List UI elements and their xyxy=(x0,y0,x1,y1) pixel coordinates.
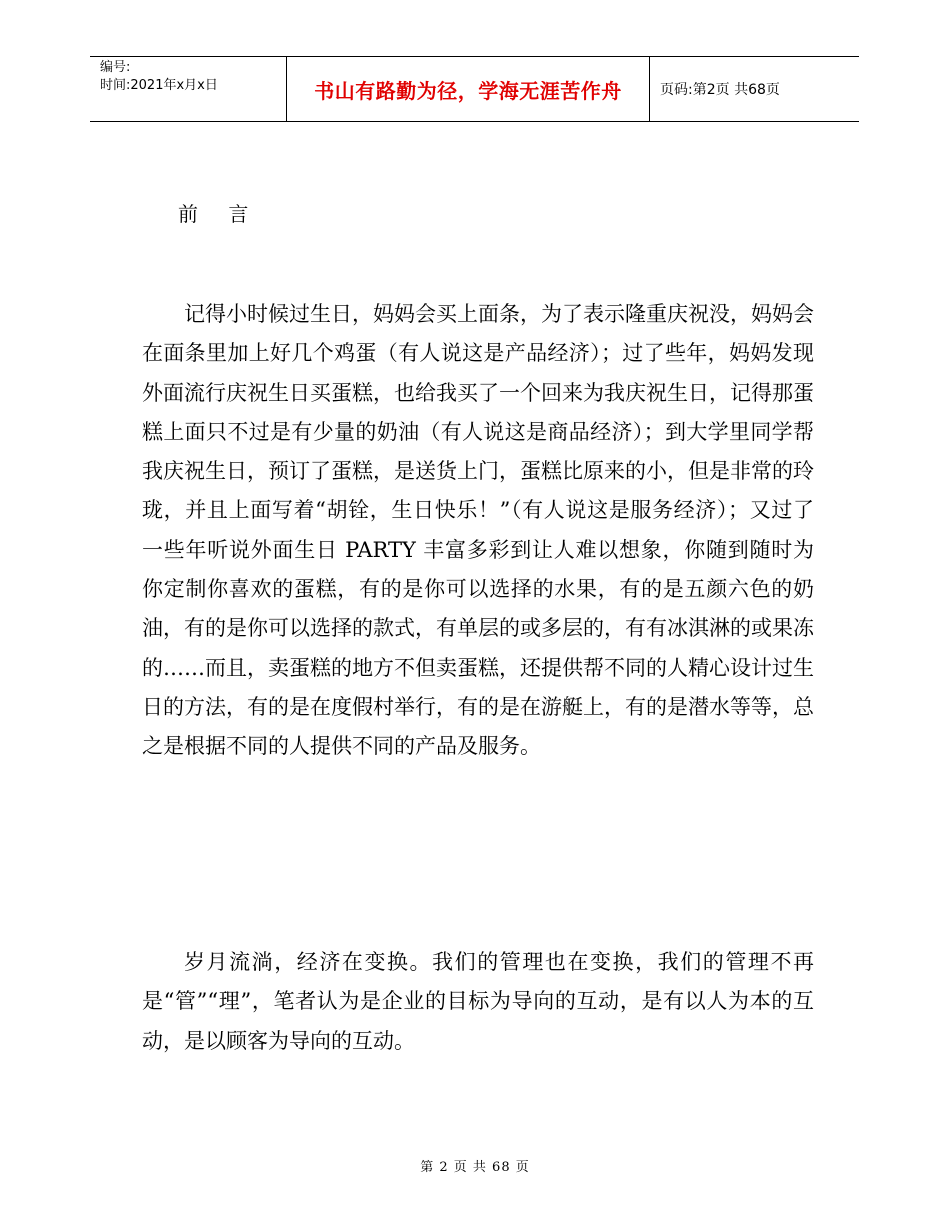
body-paragraph-2: 岁月流淌，经济在变换。我们的管理也在变换，我们的管理不再是“管”“理”，笔者认为是企业的目标为导向的互动，是有以人为本的互动，是以顾客为导向的互动。 xyxy=(142,950,814,1053)
header-motto: 书山有路勤为径，学海无涯苦作舟 xyxy=(314,78,622,103)
document-time-label: 时间:2021年x月x日 xyxy=(100,78,218,93)
body-paragraph-1: 记得小时候过生日，妈妈会买上面条，为了表示隆重庆祝没，妈妈会在面条里加上好几个鸡蛋（有人说这是产品经济）；过了些年，妈妈发现外面流行庆祝生日买蛋糕，也给我买了一个回来为我庆祝生日，记得那蛋糕上面只不过是有少量的奶油（有人说这是商品经济）；到大学里同学帮我庆祝生日，预订了蛋糕，是送货上门，蛋糕比原来的小，但是非常的玲珑，并且上面写着“胡铨，生日快乐！”（有人说这是服务经济）；又过了一些年听说外面生日 PARTY 丰富多彩到让人难以想象，你随到随时为你定制你喜欢的蛋糕，有的是你可以选择的水果，有的是五颜六色的奶油，有的是你可以选择的款式，有单层的或多层的，有有冰淇淋的或果冻的……而且，卖蛋糕的地方不但卖蛋糕，还提供帮不同的人精心设计过生日的方法，有的是在度假村举行，有的是在游艇上，有的是潜水等等，总之是根据不同的人提供不同的产品及服务。 xyxy=(142,302,814,759)
document-number-label: 编号: xyxy=(100,60,131,75)
header-meta xyxy=(90,57,286,121)
page-header xyxy=(90,56,859,122)
page-footer: 第 2 页 共 68 页 xyxy=(420,1160,530,1175)
document-title: 前 言 xyxy=(178,202,261,226)
header-motto-cell xyxy=(286,57,650,121)
header-page-info: 页码:第2页 共68页 xyxy=(660,82,780,98)
header-page-cell xyxy=(650,57,859,121)
